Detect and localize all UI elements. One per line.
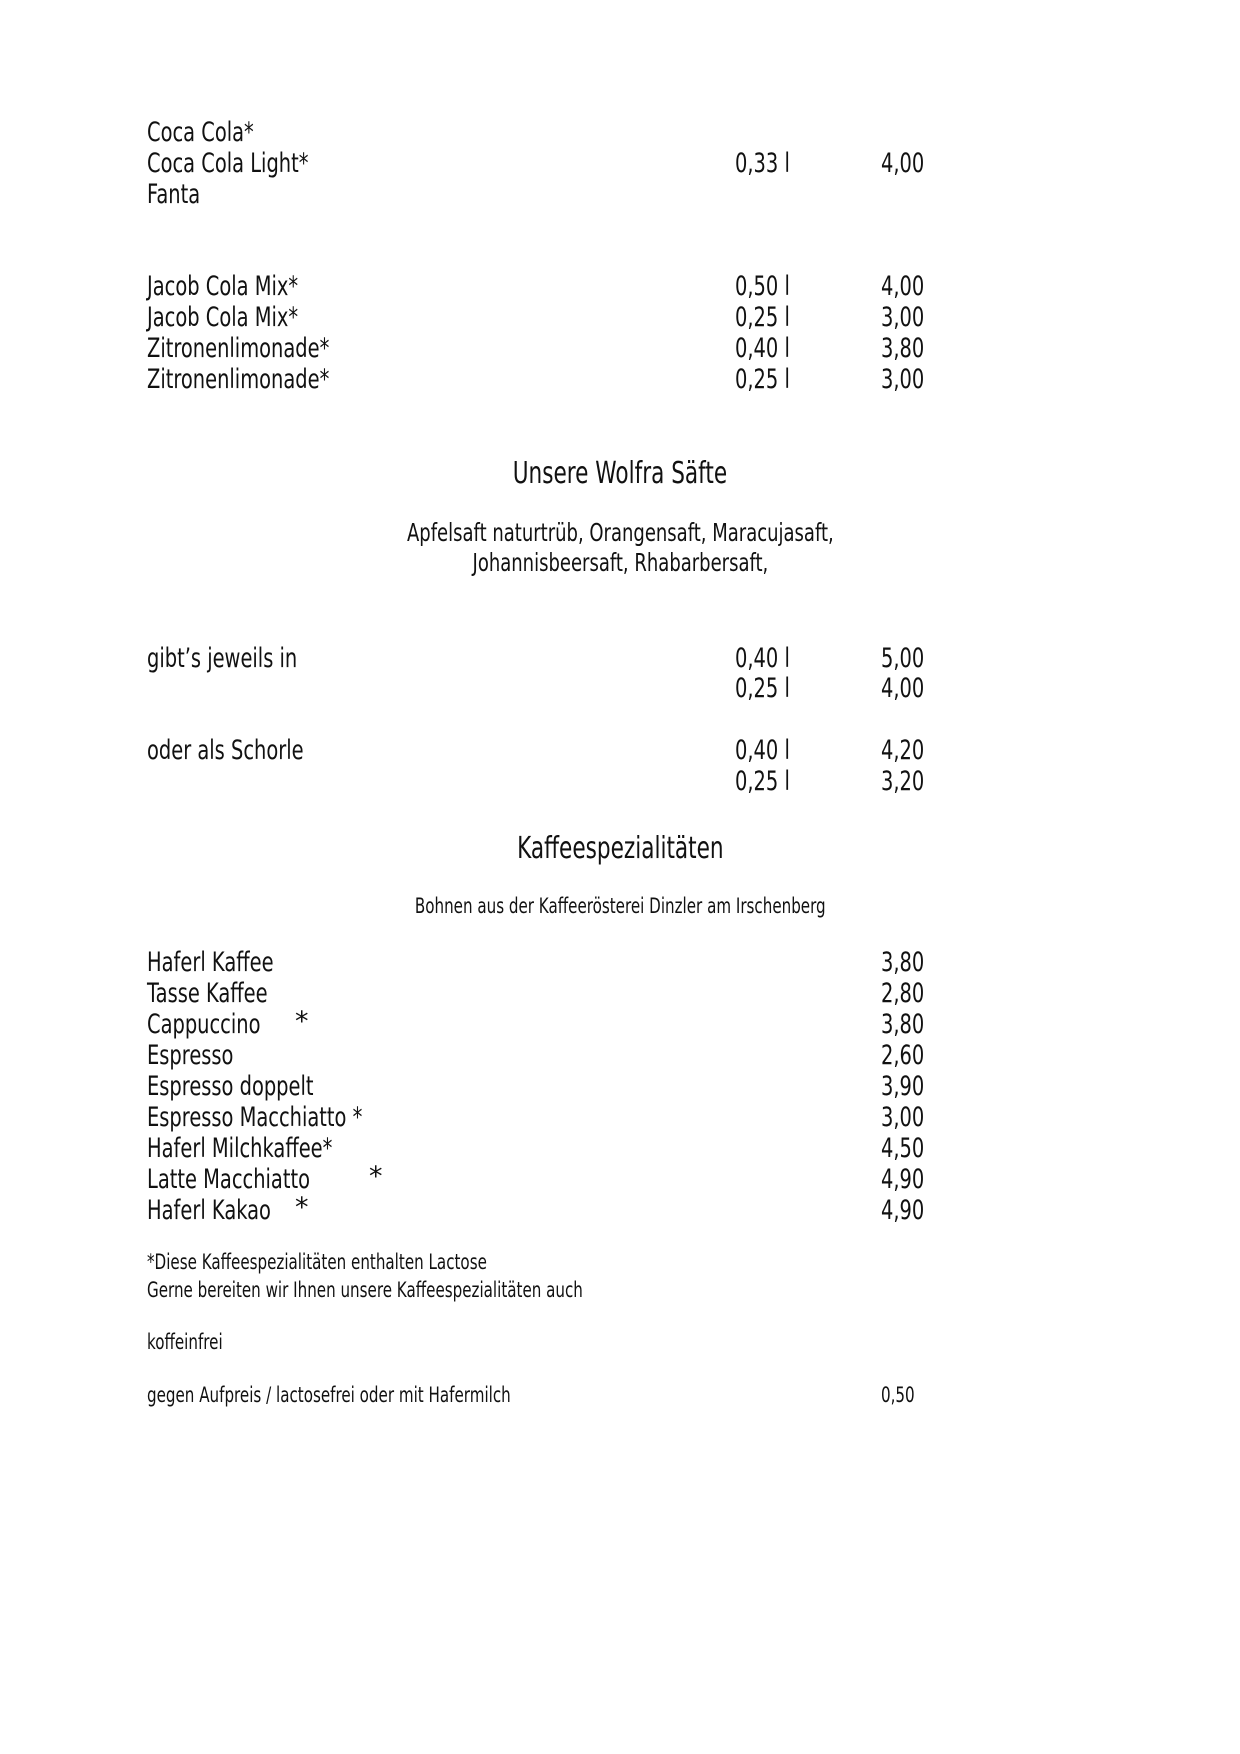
coffee-price: 2,80 (881, 978, 925, 1009)
coffee-name: Cappuccino (147, 1009, 261, 1040)
lactose-note: *Diese Kaffeespezialitäten enthalten Lactose (147, 1250, 487, 1274)
drink-name: Coca Cola Light* (147, 148, 309, 179)
coffee-price: 3,80 (881, 947, 925, 978)
juice-plain-label: gibt’s jeweils in (147, 643, 298, 674)
drink-volume: 0,40 l (735, 735, 790, 766)
coffee-subheading: Bohnen aus der Kaffeerösterei Dinzler am Irschenberg (414, 894, 826, 918)
coffee-name: Tasse Kaffee (147, 978, 268, 1009)
section-heading-juices: Unsere Wolfra Säfte (512, 456, 728, 491)
drink-price: 4,00 (881, 148, 925, 179)
coffee-price: 3,90 (881, 1071, 925, 1102)
surcharge-label: gegen Aufpreis / lactosefrei oder mit Hafermilch (147, 1383, 511, 1407)
coffee-name: Haferl Kaffee (147, 947, 274, 978)
coffee-name: Espresso doppelt (147, 1071, 314, 1102)
drink-name: Jacob Cola Mix* (147, 271, 299, 302)
surcharge-price: 0,50 (881, 1383, 915, 1407)
drink-volume: 0,50 l (735, 271, 790, 302)
drink-name: Fanta (147, 179, 201, 210)
coffee-name: Espresso (147, 1040, 234, 1071)
coffee-price: 3,80 (881, 1009, 925, 1040)
juice-list-line: Johannisbeersaft, Rhabarbersaft, (472, 548, 768, 577)
drink-volume: 0,25 l (735, 766, 790, 797)
coffee-name: Haferl Kakao (147, 1195, 271, 1226)
drink-name: Zitronenlimonade* (147, 364, 330, 395)
coffee-price: 4,90 (881, 1164, 925, 1195)
drink-price: 4,00 (881, 271, 925, 302)
juice-list-line: Apfelsaft naturtrüb, Orangensaft, Maracujasaft, (406, 518, 834, 547)
section-heading-coffee: Kaffeespezialitäten (516, 831, 724, 866)
drink-volume: 0,40 l (735, 643, 790, 674)
drink-price: 3,80 (881, 333, 925, 364)
drink-price: 3,00 (881, 364, 925, 395)
juice-schorle-label: oder als Schorle (147, 735, 304, 766)
drink-volume: 0,25 l (735, 673, 790, 704)
decaf-note-word: koffeinfrei (147, 1330, 223, 1354)
drink-volume: 0,25 l (735, 302, 790, 333)
coffee-name: Latte Macchiatto (147, 1164, 310, 1195)
drink-price: 3,00 (881, 302, 925, 333)
drink-price: 4,20 (881, 735, 925, 766)
drink-price: 4,00 (881, 673, 925, 704)
coffee-price: 4,90 (881, 1195, 925, 1226)
drink-name: Jacob Cola Mix* (147, 302, 299, 333)
drink-volume: 0,33 l (735, 148, 790, 179)
coffee-name: Espresso Macchiatto * (147, 1102, 363, 1133)
decaf-note: Gerne bereiten wir Ihnen unsere Kaffeespezialitäten auch (147, 1278, 583, 1302)
drink-volume: 0,40 l (735, 333, 790, 364)
coffee-price: 2,60 (881, 1040, 925, 1071)
drink-price: 3,20 (881, 766, 925, 797)
lactose-star: * (369, 1161, 383, 1192)
drink-name: Coca Cola* (147, 117, 254, 148)
drink-volume: 0,25 l (735, 364, 790, 395)
coffee-price: 3,00 (881, 1102, 925, 1133)
coffee-price: 4,50 (881, 1133, 925, 1164)
lactose-star: * (295, 1192, 309, 1223)
lactose-star: * (295, 1006, 309, 1037)
coffee-name: Haferl Milchkaffee* (147, 1133, 333, 1164)
drink-price: 5,00 (881, 643, 925, 674)
drink-name: Zitronenlimonade* (147, 333, 330, 364)
